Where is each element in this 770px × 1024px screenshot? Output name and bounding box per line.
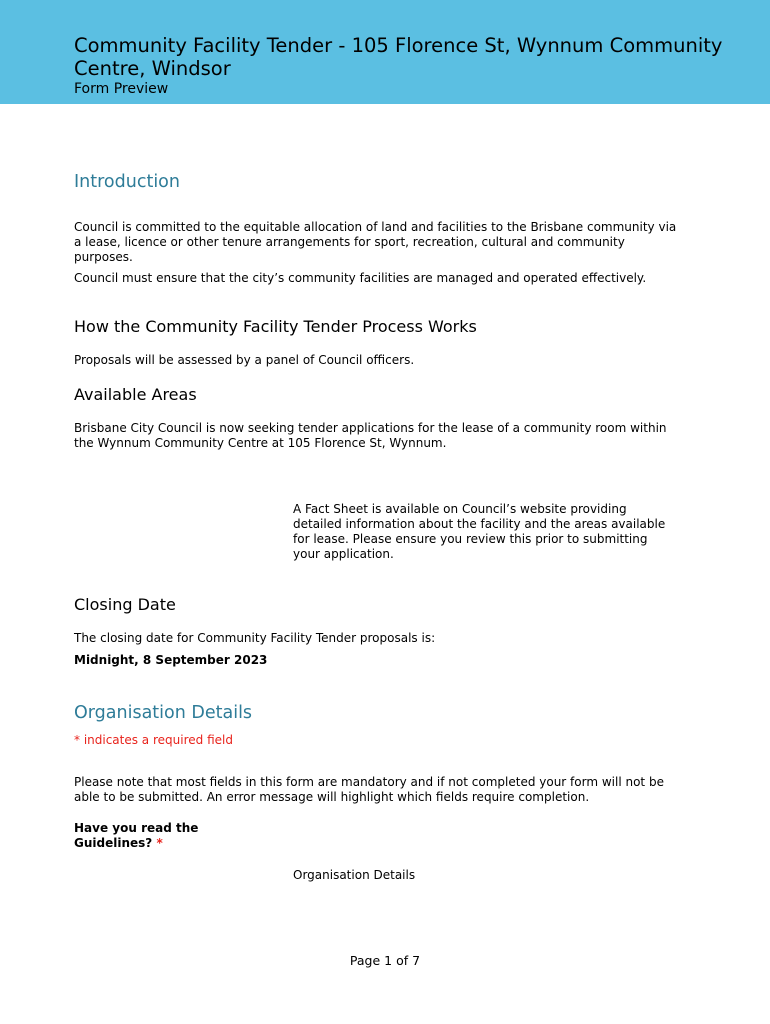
introduction-paragraph-1: Council is committed to the equitable allocation of land and facilities to the Brisbane community via a lease, licence or other tenure arrangements for sport, recreation, cultural and community purposes. <box>74 220 677 264</box>
closing-date-text: The closing date for Community Facility Tender proposals is: <box>74 631 436 645</box>
guidelines-question-label: Have you read the Guidelines? <box>74 821 199 850</box>
process-text: Proposals will be assessed by a panel of Council officers. <box>74 353 415 367</box>
guidelines-question <box>74 821 224 851</box>
required-marker: * <box>156 836 163 850</box>
page-title: Community Facility Tender - 105 Florence St, Wynnum Community Centre, Windsor <box>74 34 723 80</box>
closing-date-heading: Closing Date <box>74 595 176 614</box>
introduction-paragraph-2: Council must ensure that the city’s community facilities are managed and operated effectively. <box>74 271 647 285</box>
introduction-heading: Introduction <box>74 172 180 192</box>
organisation-details-field-label: Organisation Details <box>293 868 416 882</box>
organisation-details-heading: Organisation Details <box>74 703 253 723</box>
page-number: Page 1 of 7 <box>349 953 421 968</box>
process-heading: How the Community Facility Tender Process Works <box>74 317 477 336</box>
closing-date-value: Midnight, 8 September 2023 <box>74 653 268 667</box>
page-subtitle: Form Preview <box>74 81 169 97</box>
available-areas-text: Brisbane City Council is now seeking tender applications for the lease of a community room within the Wynnum Community Centre at 105 Florence St, Wynnum. <box>74 421 667 450</box>
fact-sheet-text: A Fact Sheet is available on Council’s website providing detailed information about the facility and the areas available for lease. Please ensure you review this prior to submitting your application. <box>293 502 666 561</box>
mandatory-fields-note: Please note that most fields in this form are mandatory and if not completed your form will not be able to be submitted. An error message will highlight which fields require completion. <box>74 775 664 804</box>
required-field-note: * indicates a required field <box>74 733 233 747</box>
available-areas-heading: Available Areas <box>74 385 197 404</box>
